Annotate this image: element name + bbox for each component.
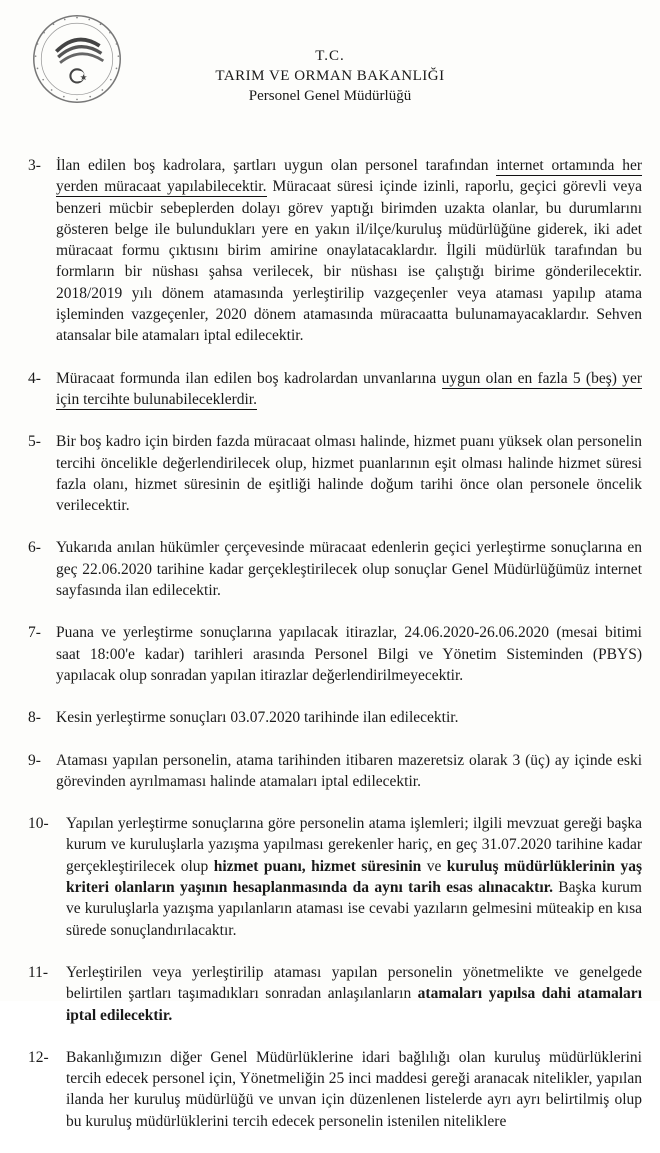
item-underlined-text: internet ortamında her yerden müracaat yapılabilecektir.: [56, 157, 642, 196]
item-text: Kesin yerleştirme sonuçları 03.07.2020 tarihinde ilan edilecektir.: [56, 709, 459, 727]
item-text: Bir boş kadro için birden fazda müracaat olması halinde, hizmet puanı yüksek olan personelin tercihi öncelikle değerlendirilecek olup, hizmet puanlarının eşit olması halinde hizmet süresi fazla olanı, hizmet süresinin de eşitliği halinde doğum tarihi önce olan personele öncelik verilecektir.: [56, 433, 642, 515]
item-number: 3-: [28, 157, 41, 174]
item-number: 11-: [28, 963, 49, 981]
list-item: [28, 962, 642, 1026]
ministry-seal-logo: [30, 12, 124, 106]
item-bold-text: hizmet puanı, hizmet süresinin: [213, 857, 422, 875]
list-item: [28, 431, 642, 516]
list-item: [28, 622, 642, 686]
list-item: [28, 813, 642, 941]
item-number: 6-: [28, 539, 41, 557]
item-text: Yukarıda anılan hükümler çerçevesinde müracaat edenlerin geçici yerleştirme sonuçlarına en geç 22.06.2020 tarihine kadar gerçekleştirilecek olup sonuçlar Genel Müdürlüğümüz internet sayfasında ilan edilecektir.: [56, 539, 642, 600]
header-directorate: Personel Genel Müdürlüğü: [248, 88, 412, 104]
header-ministry: TARIM VE ORMAN BAKANLIĞI: [215, 68, 445, 84]
item-text: Bakanlığımızın diğer Genel Müdürlüklerine idari bağlılığı olan kuruluş müdürlüklerini tercih edecek personel için, Yönetmeliğin 25 inci maddesi gereği aranacak nitelikler, yapılan ilanda her kuruluş müdürlüğü ve unvan için düzenlenen listelerde ayrı ayrı belirtilmiş olup bu kuruluş müdürlüklerini tercih edecek personelin istenilen niteliklere: [66, 1048, 642, 1130]
list-item: [28, 368, 642, 411]
item-number: 12-: [28, 1048, 49, 1066]
item-number: 8-: [28, 709, 41, 727]
item-text: ve: [421, 857, 447, 875]
list-item: [28, 707, 642, 728]
item-text: Ataması yapılan personelin, atama tarihinden itibaren mazeretsiz olarak 3 (üç) ay içinde eski görevinden ayrılmaması halinde atamaları iptal edilecektir.: [56, 751, 642, 790]
item-text: Müracaat süresi içinde izinli, raporlu, geçici görevli veya benzeri mücbir sebeplerden dolayı görev yaptığı birimden uzakta olanlar, bu durumlarını gösteren belge ile bulundukları yere en yakın il/ilçe/kuruluş müdürlüğüne giderek, iki adet müracaat formu çıktısını birim amirine onaylatacaklardır. İlgili müdürlük tarafından bu formların bir nüshası şahsa verilecek, bir nüshası ise çalıştığı birime gönderilecektir. 2018/2019 yılı dönem atamasında yerleştirilip vazgeçenler veya ataması yapılıp atama işleminden vazgeçenler, 2020 dönem atamasında müracaatta bulunamayacaklardır. Sehven atansalar bile atamaları iptal edilecektir.: [56, 178, 642, 345]
item-text: Puana ve yerleştirme sonuçlarına yapılacak itirazlar, 24.06.2020-26.06.2020 (mesai bitimi saat 18:00'e kadar) tarihleri arasında Personel Bilgi ve Yönetim Sisteminden (PBYS) yapılacak olup sonradan yapılan itirazlar değerlendirilmeyecektir.: [56, 624, 642, 684]
document-body: [28, 155, 642, 1153]
list-item: [28, 750, 642, 793]
item-text: Yerleştirilen veya yerleştirilip ataması yapılan personelin yönetmelikte ve genelgede belirtilen şartları taşımadıkları sonradan anlaşılanların: [66, 963, 642, 1003]
item-number: 4-: [28, 369, 41, 387]
item-text: Müracaat formunda ilan edilen boş kadrolardan unvanlarına: [56, 369, 442, 387]
item-number: 7-: [28, 624, 41, 642]
list-item: [28, 155, 642, 347]
header-tc: T.C.: [315, 48, 345, 64]
item-number: 5-: [28, 433, 41, 451]
item-bold-text: kuruluş müdürlüklerinin yaş kriteri olanların yaşının hesaplanmasında da aynı tarih esas alınacaktır.: [66, 857, 642, 897]
list-item: [28, 537, 642, 601]
list-item: [28, 1047, 642, 1132]
item-text: İlan edilen boş kadrolara, şartları uygun olan personel tarafından: [56, 157, 497, 174]
item-bold-text: atamaları yapılsa dahi atamaları iptal edilecektir.: [66, 985, 642, 1024]
document-header: [200, 46, 460, 106]
item-text: Başka kurum ve kuruluşlarla yazışma yapılanların ataması ise cevabi yazıların gelmesini müteakip en kısa sürede sonuçlandırılacaktır.: [66, 879, 642, 939]
item-number: 10-: [28, 815, 49, 833]
item-text: Yapılan yerleştirme sonuçlarına göre personelin atama işlemleri; ilgili mevzuat gereği başka kurum ve kuruluşlarla yazışma yapılması gerekenler hariç, en geç 31.07.2020 tarihine kadar gerçekleştirilecek olup: [66, 815, 642, 875]
item-number: 9-: [28, 751, 41, 769]
item-underlined-text: uygun olan en fazla 5 (beş) yer için tercihte bulunabileceklerdir.: [56, 369, 642, 408]
